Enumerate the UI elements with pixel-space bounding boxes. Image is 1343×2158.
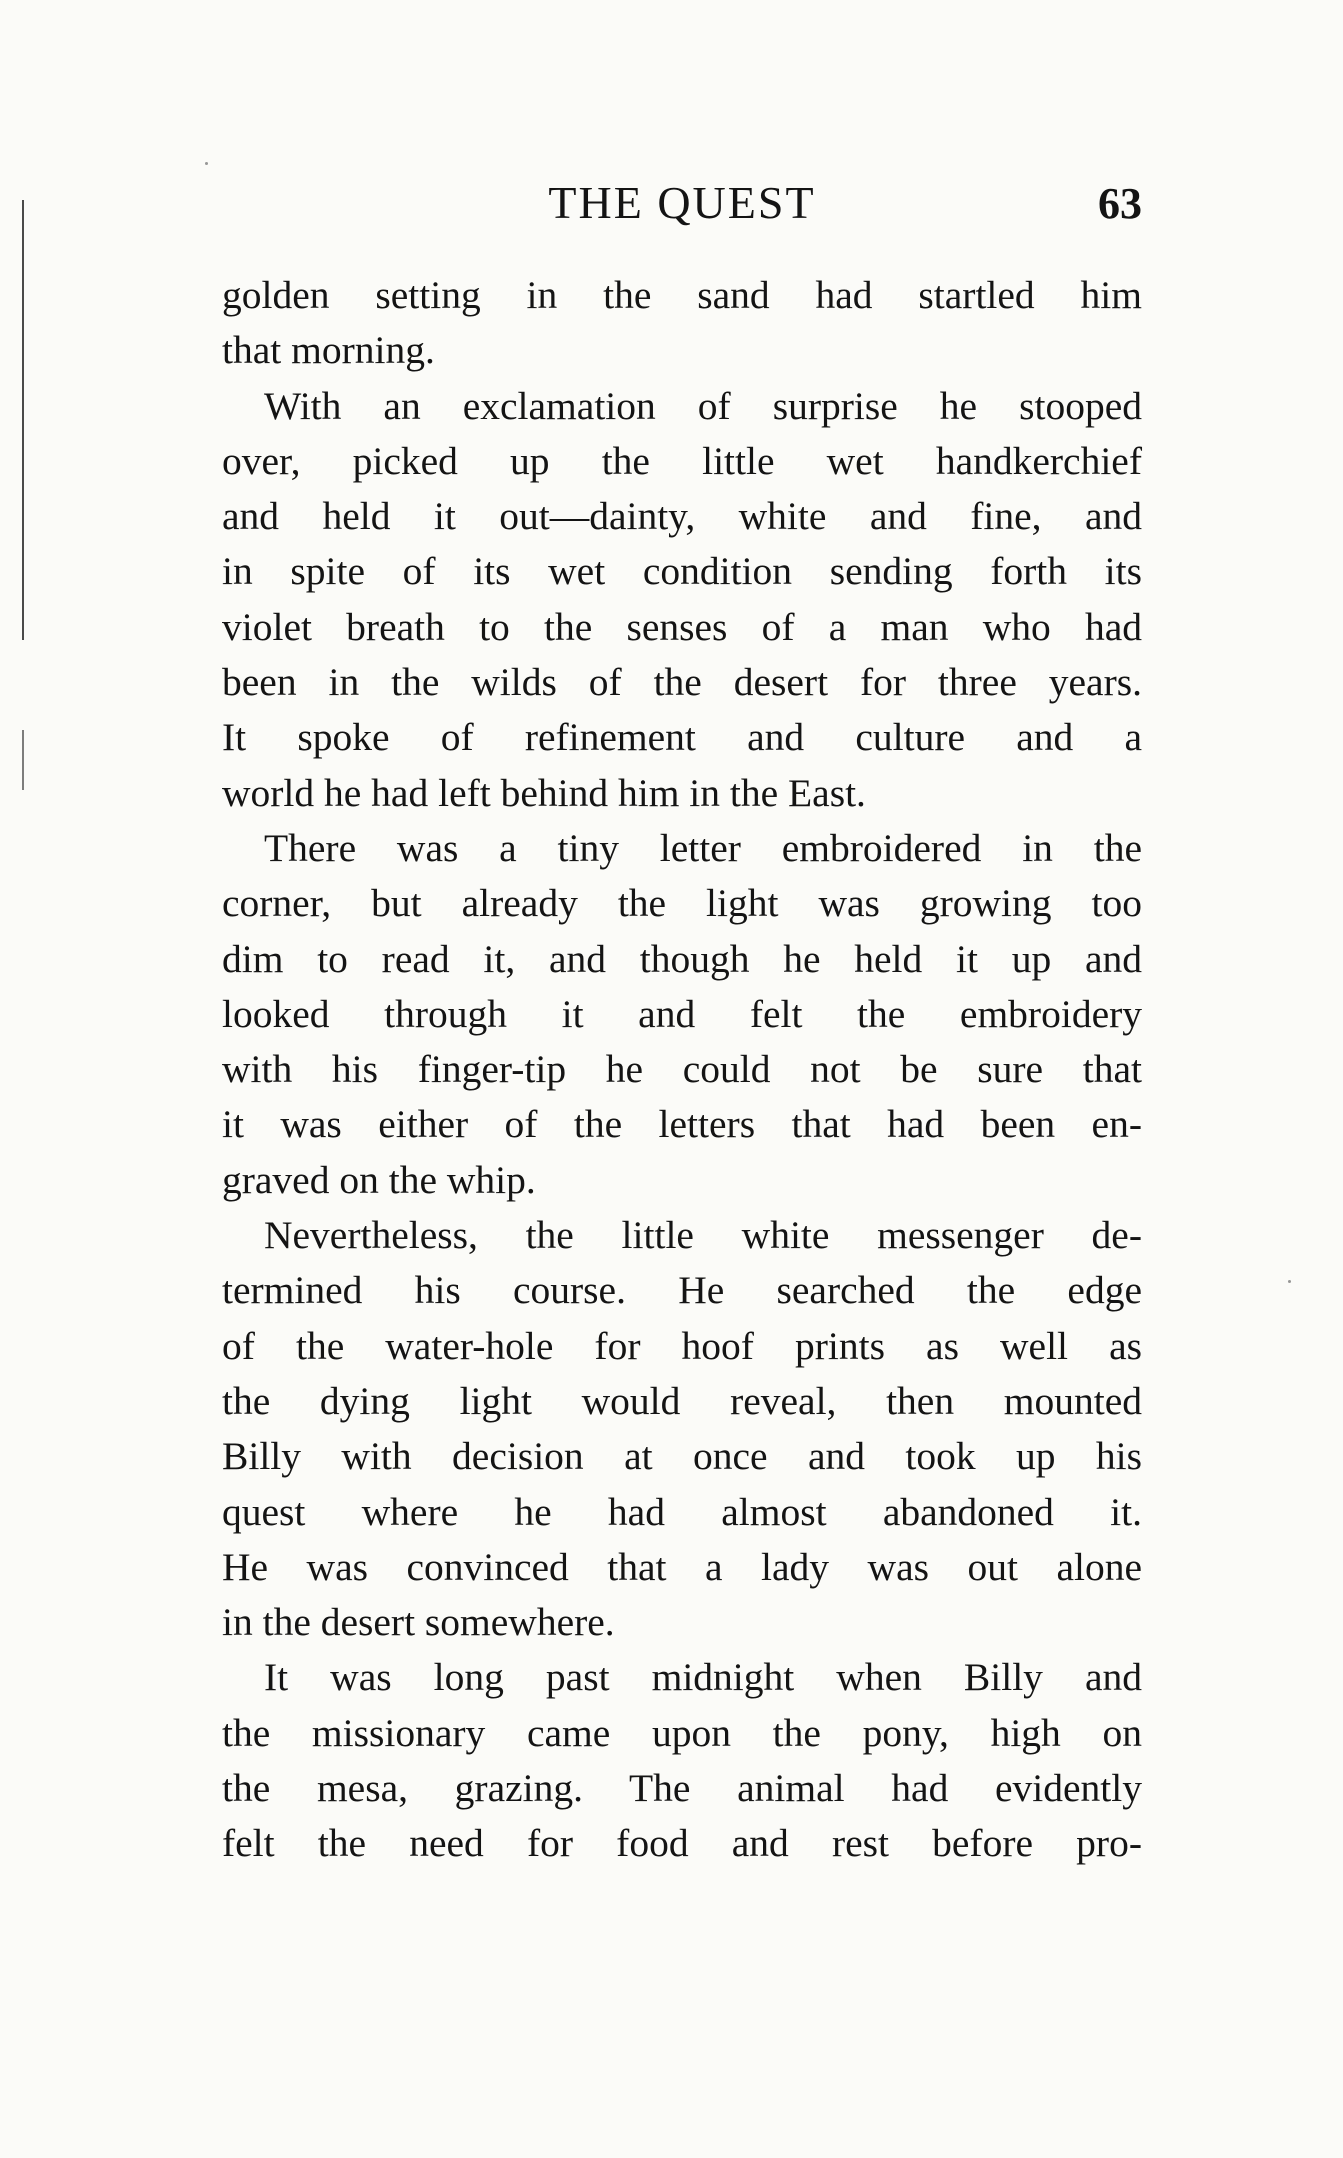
text-line: felt the need for food and rest before pro- <box>222 1821 1142 1866</box>
paragraph-1 <box>222 268 1142 379</box>
margin-scan-line-upper <box>22 200 24 640</box>
text-line: It spoke of refinement and culture and a <box>222 715 1142 760</box>
text-line: graved on the whip. <box>222 1157 536 1202</box>
text-line: that morning. <box>222 328 435 373</box>
paragraph-5 <box>222 1650 1142 1871</box>
margin-scan-line-lower <box>22 730 24 790</box>
text-line: the mesa, grazing. The animal had evidently <box>222 1766 1142 1811</box>
text-line: looked through it and felt the embroidery <box>222 991 1142 1036</box>
paragraph-2 <box>222 379 1142 821</box>
text-line: it was either of the letters that had been en- <box>222 1102 1142 1147</box>
text-line: the dying light would reveal, then mounted <box>222 1378 1142 1423</box>
text-line: quest where he had almost abandoned it. <box>222 1489 1142 1534</box>
text-line: and held it out—dainty, white and fine, and <box>222 494 1142 539</box>
text-line: There was a tiny letter embroidered in the <box>264 825 1142 870</box>
text-line: corner, but already the light was growing too <box>222 881 1142 926</box>
page-number: 63 <box>1098 179 1142 228</box>
paragraph-3 <box>222 821 1142 1208</box>
text-line: been in the wilds of the desert for three years. <box>222 660 1142 705</box>
running-head: THE QUEST <box>548 177 816 228</box>
scan-speck <box>1288 1280 1291 1283</box>
text-line: world he had left behind him in the East. <box>222 770 866 815</box>
scan-speck <box>205 162 208 165</box>
text-line: the missionary came upon the pony, high on <box>222 1710 1142 1755</box>
text-line: violet breath to the senses of a man who had <box>222 604 1142 649</box>
text-line: With an exclamation of surprise he stooped <box>264 383 1142 428</box>
text-line: golden setting in the sand had startled him <box>222 273 1142 317</box>
text-line: termined his course. He searched the edge <box>222 1268 1142 1313</box>
text-line: Billy with decision at once and took up his <box>222 1434 1142 1479</box>
text-line: It was long past midnight when Billy and <box>264 1655 1142 1700</box>
text-line: over, picked up the little wet handkerchief <box>222 438 1142 483</box>
text-line: in the desert somewhere. <box>222 1600 615 1645</box>
text-line: Nevertheless, the little white messenger de- <box>264 1213 1142 1258</box>
text-line: of the water-hole for hoof prints as well as <box>222 1323 1142 1368</box>
paragraph-4 <box>222 1208 1142 1650</box>
text-line: dim to read it, and though he held it up and <box>222 936 1142 981</box>
text-line: He was convinced that a lady was out alone <box>222 1544 1142 1589</box>
text-line: with his finger-tip he could not be sure that <box>222 1047 1142 1092</box>
text-line: in spite of its wet condition sending forth its <box>222 549 1142 594</box>
page-header <box>222 176 1142 236</box>
body-text <box>222 268 1142 1872</box>
